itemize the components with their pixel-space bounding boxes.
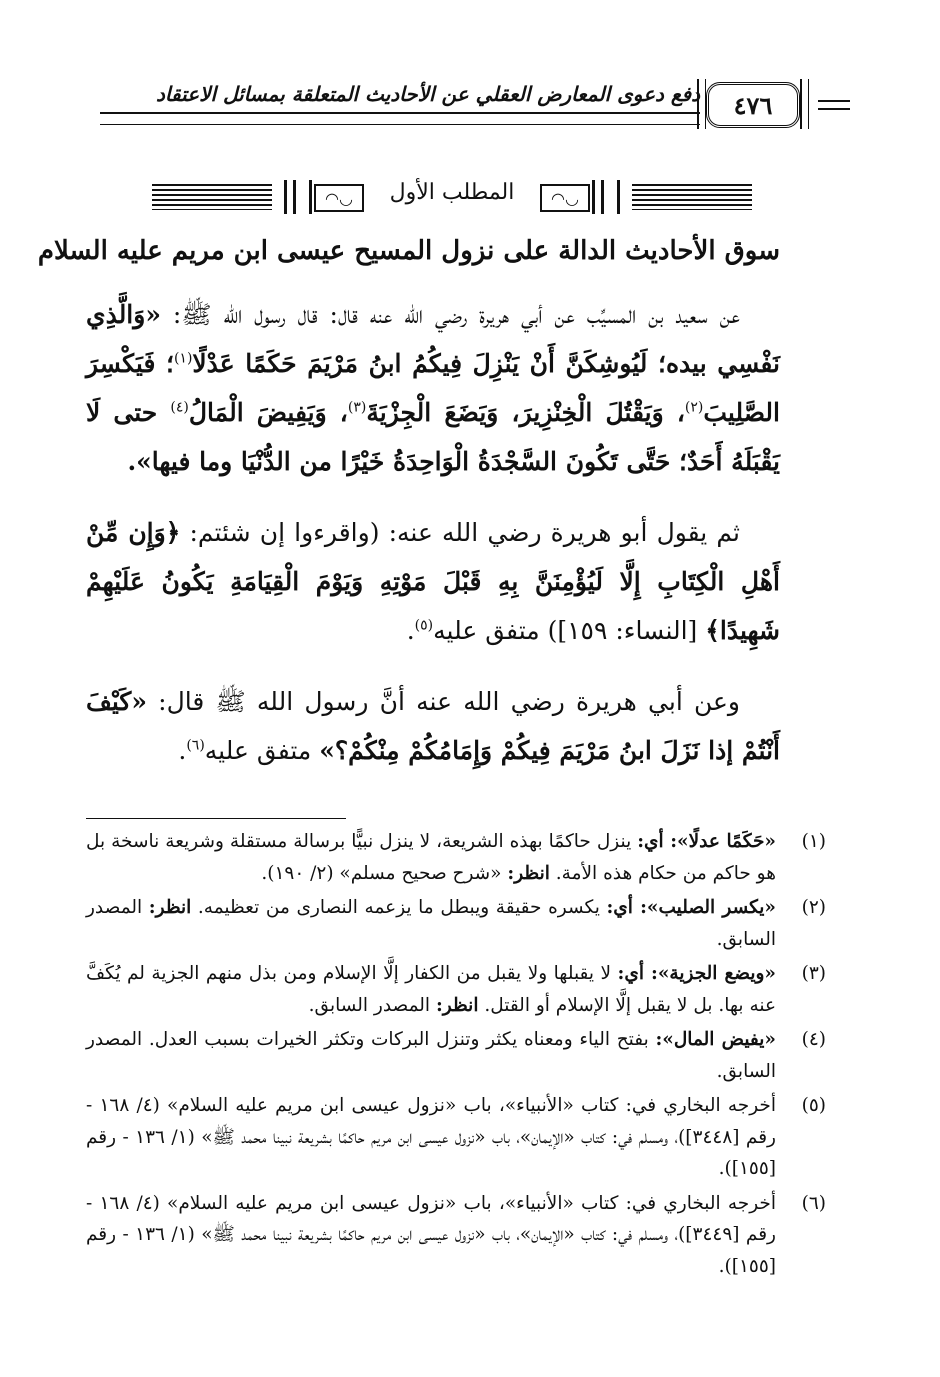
footnote-text: أخرجه البخاري في: كتاب «الأنبياء»، باب «نزول عيسى ابن مريم عليه السلام» (٤/ ١٦٨ - رقم [٣٤٤٨])، ومسلم في: كتاب «الإيمان»، باب «نزول عيسى ابن مريم حاكمًا بشريعة نبينا محمد ﷺ» (١/ ١٣٦ - رقم [١٥٥]). — [86, 1095, 776, 1179]
footnote-ref[interactable]: (٦) — [186, 737, 205, 754]
ornament-icon: ◠◡ — [314, 184, 364, 212]
banner-bars-right — [592, 180, 620, 214]
footnote-text: «ويضع الجزية»: أي: لا يقبلها ولا يقبل من الكفار إلَّا الإسلام ومن بذل منهم الجزية لم يُكَفَّ عنه بها. بل لا يقبل إلَّا الإسلام أو القتل. انظر: المصدر السابق. — [86, 963, 776, 1016]
footnotes — [86, 826, 826, 1285]
main-text — [86, 290, 780, 797]
footnote — [86, 1188, 826, 1283]
footnote-ref[interactable]: (١) — [173, 350, 193, 367]
banner-rule-right — [632, 184, 752, 210]
footnote-text: «حَكَمًا عدلًا»: أي: ينزل حاكمًا بهذه الشريعة، لا ينزل نبيًّا برسالة مستقلة وشريعة ناسخة بل هو حاكم من حكام هذه الأمة. انظر: «شرح صحيح مسلم» (٢/ ١٩٠). — [86, 831, 776, 884]
footnote-ref[interactable]: (٢) — [684, 399, 704, 416]
quran-verse: ﴿وَإِن مِّنْ أَهْلِ الْكِتَابِ إِلَّا لَيُؤْمِنَنَّ بِهِ قَبْلَ مَوْتِهِ وَيَوْمَ الْقِيَامَةِ يَكُونُ عَلَيْهِمْ شَهِيدًا﴾ — [86, 518, 780, 645]
footnote — [86, 1024, 826, 1087]
footnote-number: (٦) — [801, 1192, 826, 1214]
paragraph-3: وعن أبي هريرة رضي الله عنه أنَّ رسول الله ﷺ قال: «كَيْفَ أَنْتُمْ إذا نَزَلَ ابنُ مَرْيَمَ فِيكُمْ وَإِمَامُكُمْ مِنْكُمْ؟» متفق عليه$^{(٦)}$. — [86, 687, 780, 765]
page-number — [706, 82, 800, 128]
banner-rule-left — [152, 184, 272, 210]
footnote-ref[interactable]: (٣) — [347, 399, 367, 416]
footnote-number: (٣) — [801, 963, 826, 984]
footnote-number: (٢) — [801, 897, 826, 918]
footnote-text: «يفيض المال»: بفتح الياء ومعناه يكثر وتنزل البركات وتكثر الخيرات بسبب العدل. المصدر السابق. — [86, 1029, 776, 1082]
footnote — [86, 892, 826, 955]
book-title: دفع دعوى المعارض العقلي عن الأحاديث المتعلقة بمسائل الاعتقاد — [155, 82, 700, 106]
footnote-text: «يكسر الصليب»: أي: يكسره حقيقة ويبطل ما يزعمه النصارى من تعظيمه. انظر: المصدر السابق. — [86, 897, 776, 950]
footnote-ref[interactable]: (٤) — [170, 399, 189, 416]
header-rule — [100, 112, 700, 125]
section-heading: سوق الأحاديث الدالة على نزول المسيح عيسى ابن مريم عليه السلام — [37, 236, 780, 266]
footnote-ref[interactable]: (٥) — [414, 617, 434, 634]
paragraph-1: عن سعيد بن المسيِّب عن أبي هريرة رضي الله عنه قال: قال رسول الله ﷺ: «وَالَّذِي نَفْسِي بيده؛ لَيُوشِكَنَّ أَنْ يَنْزِلَ فِيكُمُ ابنُ مَرْيَمَ حَكَمًا عَدْلًا$^{(١)}$؛ فَيَكْسِرَ الصَّلِيبَ$^{(٢)}$، وَيَقْتُلَ الْخِنْزِيرَ، وَيَضَعَ الْجِزْيَةَ$^{(٣)}$، وَيَفِيضَ الْمَالُ$^{(٤)}$ حتى لَا يَقْبَلَهُ أَحَدٌ؛ حَتَّى تَكُونَ السَّجْدَةُ الْوَاحِدَةُ خَيْرًا من الدُّنْيَا وما فيها». — [86, 300, 780, 476]
ornament-icon: ◠◡ — [540, 184, 590, 212]
footnote — [86, 958, 826, 1021]
section-title: المطلب الأول — [389, 180, 515, 205]
footnote-text: أخرجه البخاري في: كتاب «الأنبياء»، باب «نزول عيسى ابن مريم عليه السلام» (٤/ ١٦٨ - رقم [٣٤٤٩])، ومسلم في: كتاب «الإيمان»، باب «نزول عيسى ابن مريم حاكمًا بشريعة نبينا محمد ﷺ» (١/ ١٣٦ - رقم [١٥٥]). — [86, 1192, 776, 1277]
section-banner — [152, 180, 752, 216]
running-header — [90, 74, 820, 130]
footnote-number: (٤) — [801, 1029, 826, 1050]
footnote-number: (١) — [801, 831, 826, 852]
header-rule-tail — [818, 100, 850, 110]
footnote-number: (٥) — [801, 1095, 826, 1116]
banner-bars-left — [284, 180, 312, 214]
paragraph-2: ثم يقول أبو هريرة رضي الله عنه: (واقرءوا إن شئتم: ﴿وَإِن مِّنْ أَهْلِ الْكِتَابِ إِلَّا لَيُؤْمِنَنَّ بِهِ قَبْلَ مَوْتِهِ وَيَوْمَ الْقِيَامَةِ يَكُونُ عَلَيْهِمْ شَهِيدًا﴾ [النساء: ١٥٩]) متفق عليه$^{(٥)}$. — [86, 518, 780, 645]
page-number-text: ٤٧٦ — [733, 90, 773, 120]
footnote-divider — [86, 818, 346, 819]
footnote — [86, 826, 826, 889]
footnote — [86, 1090, 826, 1185]
